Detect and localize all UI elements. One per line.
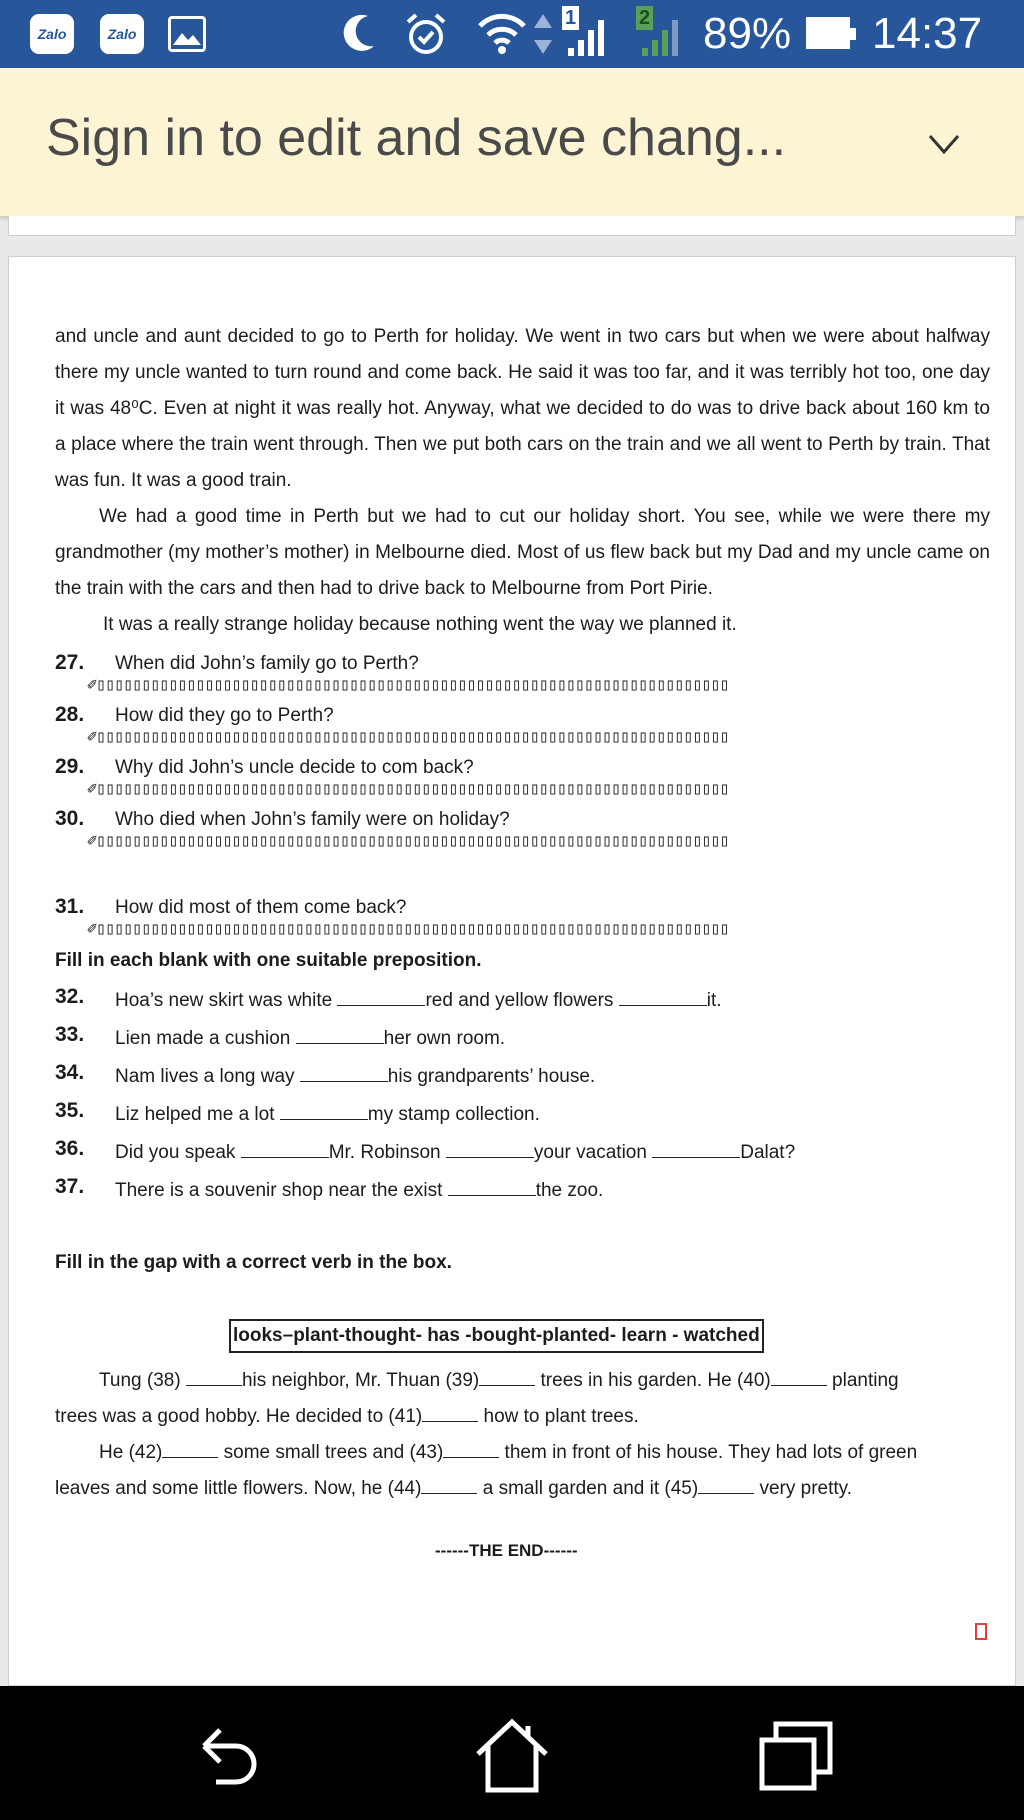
blank[interactable] [652, 1139, 740, 1158]
sim2-label: 2 [636, 6, 653, 30]
blank[interactable] [337, 987, 425, 1006]
blank[interactable] [280, 1101, 368, 1120]
back-button[interactable] [190, 1716, 270, 1796]
question-text: How did they go to Perth? [115, 705, 334, 726]
passage-paragraph: It was a really strange holiday because nothing went the way we planned it. [103, 614, 737, 635]
battery-icon [806, 17, 850, 49]
blank[interactable] [619, 987, 707, 1006]
clock: 14:37 [872, 9, 983, 58]
gap-paragraph-line: He (42) some small trees and (43) them in front of his house. They had lots of green [55, 1439, 917, 1467]
question-number: 30. [55, 807, 85, 830]
signal-icon [640, 10, 686, 58]
blank[interactable] [698, 1475, 754, 1494]
the-end-text: ------THE END------ [435, 1541, 578, 1560]
question-number: 31. [55, 895, 85, 918]
blank[interactable] [162, 1439, 218, 1458]
question-text: Why did John’s uncle decide to com back? [115, 757, 474, 778]
signin-banner[interactable] [0, 68, 1024, 217]
answer-line[interactable]: ✐▯▯▯▯▯▯▯▯▯▯▯▯▯▯▯▯▯▯▯▯▯▯▯▯▯▯▯▯▯▯▯▯▯▯▯▯▯▯▯▯▯▯▯▯▯▯▯▯▯▯▯▯▯▯▯▯▯▯▯▯▯▯▯▯▯▯▯▯▯▯ [87, 675, 729, 695]
wifi-icon [476, 10, 528, 56]
section-heading: Fill in the gap with a correct verb in the box. [55, 1252, 452, 1273]
chevron-down-icon[interactable] [926, 126, 962, 162]
previous-page-edge [8, 216, 1016, 236]
question-number: 27. [55, 651, 85, 674]
blank[interactable] [446, 1139, 534, 1158]
alarm-icon [402, 10, 450, 58]
status-bar [0, 0, 1024, 68]
fill-blank-line: Liz helped me a lot my stamp collection. [115, 1101, 540, 1126]
moon-icon [338, 10, 380, 56]
gap-paragraph-line: trees was a good hobby. He decided to (41) how to plant trees. [55, 1403, 639, 1431]
question-number: 32. [55, 985, 85, 1008]
blank[interactable] [296, 1025, 384, 1044]
question-number: 34. [55, 1061, 85, 1084]
question-number: 28. [55, 703, 85, 726]
answer-line[interactable]: ✐▯▯▯▯▯▯▯▯▯▯▯▯▯▯▯▯▯▯▯▯▯▯▯▯▯▯▯▯▯▯▯▯▯▯▯▯▯▯▯▯▯▯▯▯▯▯▯▯▯▯▯▯▯▯▯▯▯▯▯▯▯▯▯▯▯▯▯▯▯▯ [87, 727, 729, 747]
question-number: 35. [55, 1099, 85, 1122]
blank[interactable] [421, 1475, 477, 1494]
answer-line[interactable]: ✐▯▯▯▯▯▯▯▯▯▯▯▯▯▯▯▯▯▯▯▯▯▯▯▯▯▯▯▯▯▯▯▯▯▯▯▯▯▯▯▯▯▯▯▯▯▯▯▯▯▯▯▯▯▯▯▯▯▯▯▯▯▯▯▯▯▯▯▯▯▯ [87, 831, 729, 851]
passage-paragraph: and uncle and aunt decided to go to Perth for holiday. We went in two cars but when we were about halfway there my uncle wanted to turn round and come back. He said it was too far, and it was terribly hot too, one day it was 48⁰C. Even at night it was really hot. Anyway, what we decided to do was to drive back about 160 km to a place where the train went through. Then we put both cars on the train and we all went to Perth by train. That was fun. It was a good train. [55, 326, 990, 491]
missing-glyph-box [975, 1623, 987, 1640]
recent-apps-button[interactable] [756, 1716, 836, 1796]
document-page[interactable] [8, 256, 1016, 1686]
passage-paragraph: We had a good time in Perth but we had to cut our holiday short. You see, while we were there my grandmother (my mother’s mother) in Melbourne died. Most of us flew back but my Dad and my uncle came on the train with the cars and then had to drive back to Melbourne from Port Pirie. [55, 506, 990, 599]
fill-blank-line: Did you speak Mr. Robinson your vacation Dalat? [115, 1139, 795, 1164]
navigation-bar [0, 1686, 1024, 1820]
answer-line[interactable]: ✐▯▯▯▯▯▯▯▯▯▯▯▯▯▯▯▯▯▯▯▯▯▯▯▯▯▯▯▯▯▯▯▯▯▯▯▯▯▯▯▯▯▯▯▯▯▯▯▯▯▯▯▯▯▯▯▯▯▯▯▯▯▯▯▯▯▯▯▯▯▯ [87, 919, 729, 939]
gallery-icon [168, 16, 206, 52]
blank[interactable] [300, 1063, 388, 1082]
fill-blank-line: Hoa’s new skirt was white red and yellow flowers it. [115, 987, 722, 1012]
blank[interactable] [422, 1403, 478, 1422]
fill-blank-line: Lien made a cushion her own room. [115, 1025, 505, 1050]
signin-title[interactable]: Sign in to edit and save chang... [46, 109, 787, 167]
question-number: 33. [55, 1023, 85, 1046]
section-heading: Fill in each blank with one suitable preposition. [55, 950, 482, 971]
verb-box: looks–plant-thought- has -bought-planted- learn - watched [229, 1319, 764, 1353]
home-button[interactable] [472, 1716, 552, 1796]
answer-line[interactable]: ✐▯▯▯▯▯▯▯▯▯▯▯▯▯▯▯▯▯▯▯▯▯▯▯▯▯▯▯▯▯▯▯▯▯▯▯▯▯▯▯▯▯▯▯▯▯▯▯▯▯▯▯▯▯▯▯▯▯▯▯▯▯▯▯▯▯▯▯▯▯▯ [87, 779, 729, 799]
fill-blank-line: Nam lives a long way his grandparents’ house. [115, 1063, 595, 1088]
gap-paragraph-line: Tung (38) his neighbor, Mr. Thuan (39) trees in his garden. He (40) planting [55, 1367, 990, 1395]
fill-blank-line: There is a souvenir shop near the exist the zoo. [115, 1177, 603, 1202]
question-text: When did John’s family go to Perth? [115, 653, 419, 674]
data-transfer-icon [532, 10, 554, 58]
signal-icon [566, 10, 612, 58]
blank[interactable] [771, 1367, 827, 1386]
zalo-app-icon: Zalo [100, 14, 144, 54]
blank[interactable] [186, 1367, 242, 1386]
sim1-label: 1 [562, 6, 579, 30]
question-text: Who died when John’s family were on holiday? [115, 809, 510, 830]
zalo-app-icon: Zalo [30, 14, 74, 54]
blank[interactable] [443, 1439, 499, 1458]
question-number: 29. [55, 755, 85, 778]
blank[interactable] [241, 1139, 329, 1158]
blank[interactable] [448, 1177, 536, 1196]
question-text: How did most of them come back? [115, 897, 407, 918]
blank[interactable] [479, 1367, 535, 1386]
battery-percent: 89% [703, 9, 792, 58]
question-number: 37. [55, 1175, 85, 1198]
question-number: 36. [55, 1137, 85, 1160]
gap-paragraph-line: leaves and some little flowers. Now, he (44) a small garden and it (45) very pretty. [55, 1475, 852, 1503]
